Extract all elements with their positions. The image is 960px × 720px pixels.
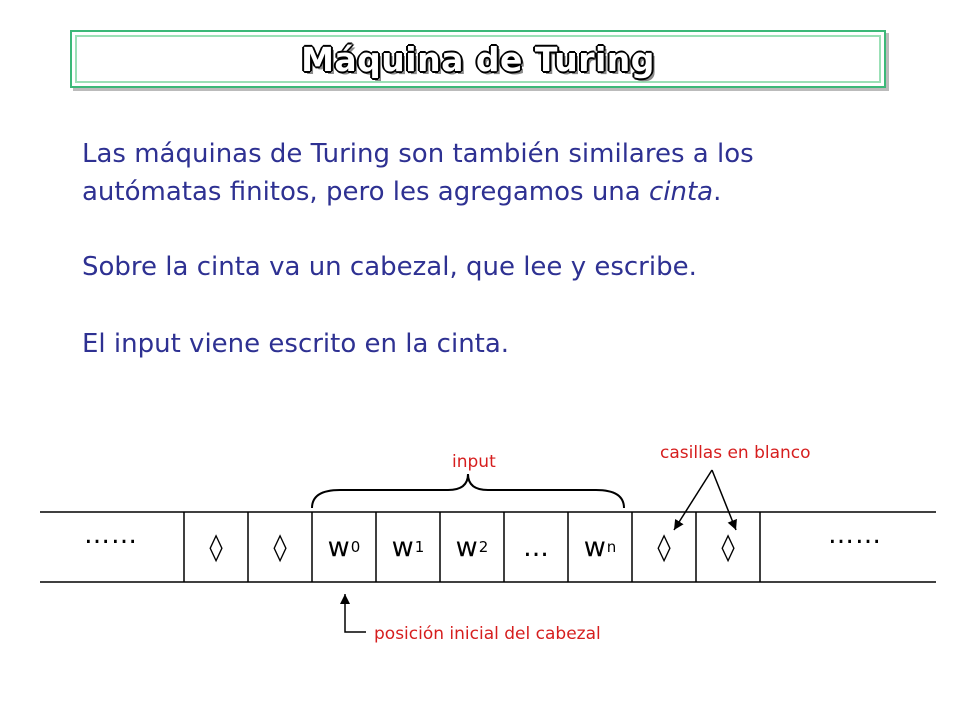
tape-cell-symbol: w (327, 531, 350, 563)
tape-cell (568, 512, 632, 582)
tape-cell (184, 512, 248, 582)
head-pointer (345, 594, 366, 632)
paragraph-head: Sobre la cinta va un cabezal, que lee y escribe. (82, 252, 697, 282)
tape-left-ellipsis: …… (84, 520, 138, 550)
tape-cell (312, 512, 376, 582)
tape-cell-symbol: ◊ (657, 531, 671, 563)
tape-cell-symbol: w (583, 531, 606, 563)
tape-cell-symbol: w (455, 531, 478, 563)
input-label: input (452, 452, 496, 472)
tape-cell-symbol: ◊ (273, 531, 287, 563)
tape-cell-symbol: ◊ (209, 531, 223, 563)
paragraph-intro-period: . (713, 177, 722, 207)
tape-cell (504, 512, 568, 582)
paragraph-intro-line1: Las máquinas de Turing son también similares a los (82, 139, 754, 169)
tape-cell (632, 512, 696, 582)
head-position-label: posición inicial del cabezal (374, 624, 601, 644)
paragraph-input: El input viene escrito en la cinta. (82, 329, 510, 359)
tape-right-ellipsis: …… (828, 520, 882, 550)
blank-cells-label: casillas en blanco (660, 443, 811, 463)
tape-cell-subscript: 0 (350, 538, 361, 556)
tape-cell (440, 512, 504, 582)
cinta-emphasis: cinta (648, 177, 714, 207)
tape-cell-symbol: ◊ (721, 531, 735, 563)
input-brace (312, 474, 624, 508)
tape-cell-symbol: w (391, 531, 414, 563)
tape-cell-subscript: 2 (478, 538, 489, 556)
tape-cell-symbol: ... (523, 531, 549, 563)
tape-cell (696, 512, 760, 582)
tape-cell (248, 512, 312, 582)
tape-cell-subscript: 1 (414, 538, 425, 556)
tape-cell (376, 512, 440, 582)
tape-cell-subscript: n (606, 538, 617, 556)
paragraph-intro-line2: autómatas finitos, pero les agregamos una (82, 177, 649, 207)
page-title: Máquina de Turing (301, 39, 655, 79)
